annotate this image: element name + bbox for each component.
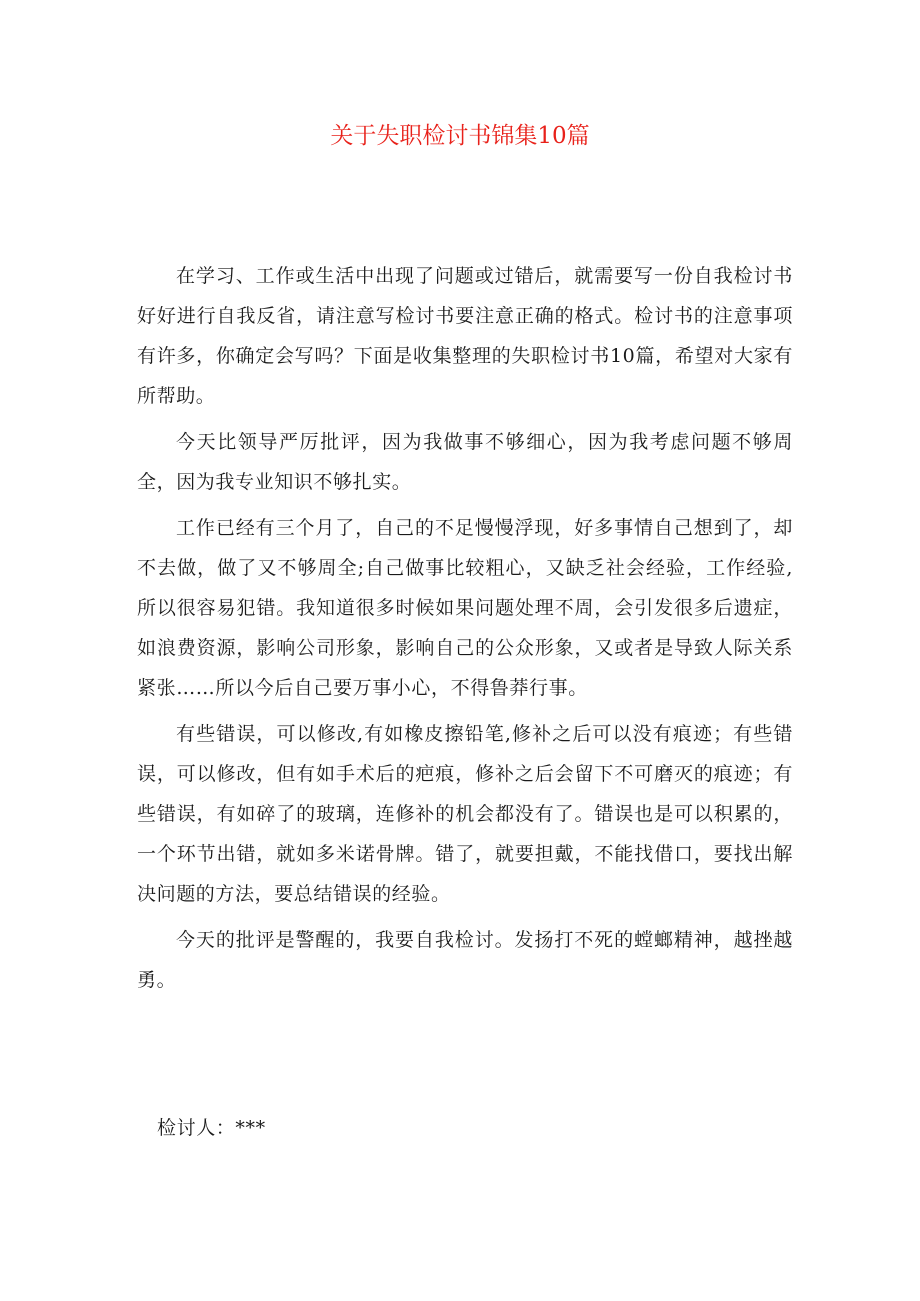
paragraph-intro: 在学习、工作或生活中出现了问题或过错后，就需要写一份自我检讨书好好进行自我反省，请注意写检讨书要注意正确的格式。检讨书的注意事项有许多，你确定会写吗？下面是收集整理的失职检讨书10篇，希望对大家有所帮助。 xyxy=(137,265,793,407)
document-title: 关于失职检讨书锦集10篇 xyxy=(330,123,590,149)
signature-line: 检讨人：*** xyxy=(157,1117,266,1139)
paragraph-criticism: 今天比领导严厉批评，因为我做事不够细心，因为我考虑问题不够周全，因为我专业知识不够扎实。 xyxy=(137,431,793,493)
document-body xyxy=(137,256,793,1006)
paragraph-mistakes: 有些错误，可以修改,有如橡皮擦铅笔,修补之后可以没有痕迹；有些错误，可以修改，但有如手术后的疤痕，修补之后会留下不可磨灭的痕迹；有些错误，有如碎了的玻璃，连修补的机会都没有了。错误也是可以积累的，一个环节出错，就如多米诺骨牌。错了，就要担戴，不能找借口，要找出解决问题的方法，要总结错误的经验。 xyxy=(137,723,793,905)
paragraph-resolution: 今天的批评是警醒的，我要自我检讨。发扬打不死的螳螂精神，越挫越勇。 xyxy=(137,929,793,991)
paragraph-shortcomings: 工作已经有三个月了，自己的不足慢慢浮现，好多事情自己想到了，却不去做，做了又不够周全;自己做事比较粗心，又缺乏社会经验，工作经验,所以很容易犯错。我知道很多时候如果问题处理不周，会引发很多后遗症，如浪费资源，影响公司形象，影响自己的公众形象，又或者是导致人际关系紧张……所以今后自己要万事小心，不得鲁莽行事。 xyxy=(137,517,793,699)
